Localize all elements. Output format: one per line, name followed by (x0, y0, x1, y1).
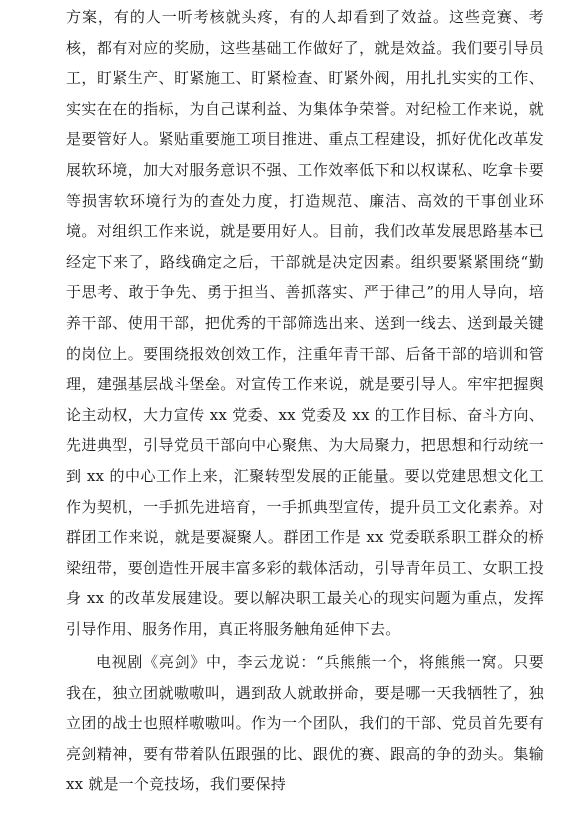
body-paragraph-2: 电视剧《亮剑》中，李云龙说：“兵熊熊一个，将熊熊一窝。只要我在，独立团就嗷嗷叫，遇到敌人就敢拼命，要是哪一天我牺牲了，独立团的战士也照样嗷嗷叫。作为一个团队，我们的干部、党员首先要有亮剑精神，要有带着队伍跟强的比、跟优的赛、跟高的争的劲头。集输 xx 就是一个竞技场，我们要保持 (66, 653, 544, 794)
body-paragraph-1: 方案，有的人一听考核就头疼，有的人却看到了效益。这些竞赛、考核，都有对应的奖励，这些基础工作做好了，就是效益。我们要引导员工，盯紧生产、盯紧施工、盯紧检查、盯紧外阀，用扎扎实实的工作、实实在在的指标，为自己谋利益、为集体争荣誉。对纪检工作来说，就是要管好人。紧贴重要施工项目推进、重点工程建设，抓好优化改革发展软环境，加大对服务意识不强、工作效率低下和以权谋私、吃拿卡要等损害软环境行为的查处力度，打造规范、廉洁、高效的干事创业环境。对组织工作来说，就是要用好人。目前，我们改革发展思路基本已经定下来了，路线确定之后，干部就是决定因素。组织要紧紧围绕“勤于思考、敢于争先、勇于担当、善抓落实、严于律己”的用人导向，培养干部、使用干部，把优秀的干部筛选出来、送到一线去、送到最关键的岗位上。要围绕报效创效工作，注重年青干部、后备干部的培训和管理，建强基层战斗堡垒。对宣传工作来说，就是要引导人。牢牢把握舆论主动权，大力宣传 xx 党委、xx 党委及 xx 的工作目标、奋斗方向、先进典型，引导党员干部向中心聚焦、为大局聚力，把思想和行动统一到 xx 的中心工作上来，汇聚转型发展的正能量。要以党建思想文化工作为契机，一手抓先进培育，一手抓典型宣传，提升员工文化素养。对群团工作来说，就是要凝聚人。群团工作是 xx 党委联系职工群众的桥梁纽带，要创造性开展丰富多彩的载体活动，引导青年员工、女职工投身 xx 的改革发展建设。要以解决职工最关心的现实问题为重点，发挥引导作用、服务作用，真正将服务触角延伸下去。 (66, 8, 544, 638)
